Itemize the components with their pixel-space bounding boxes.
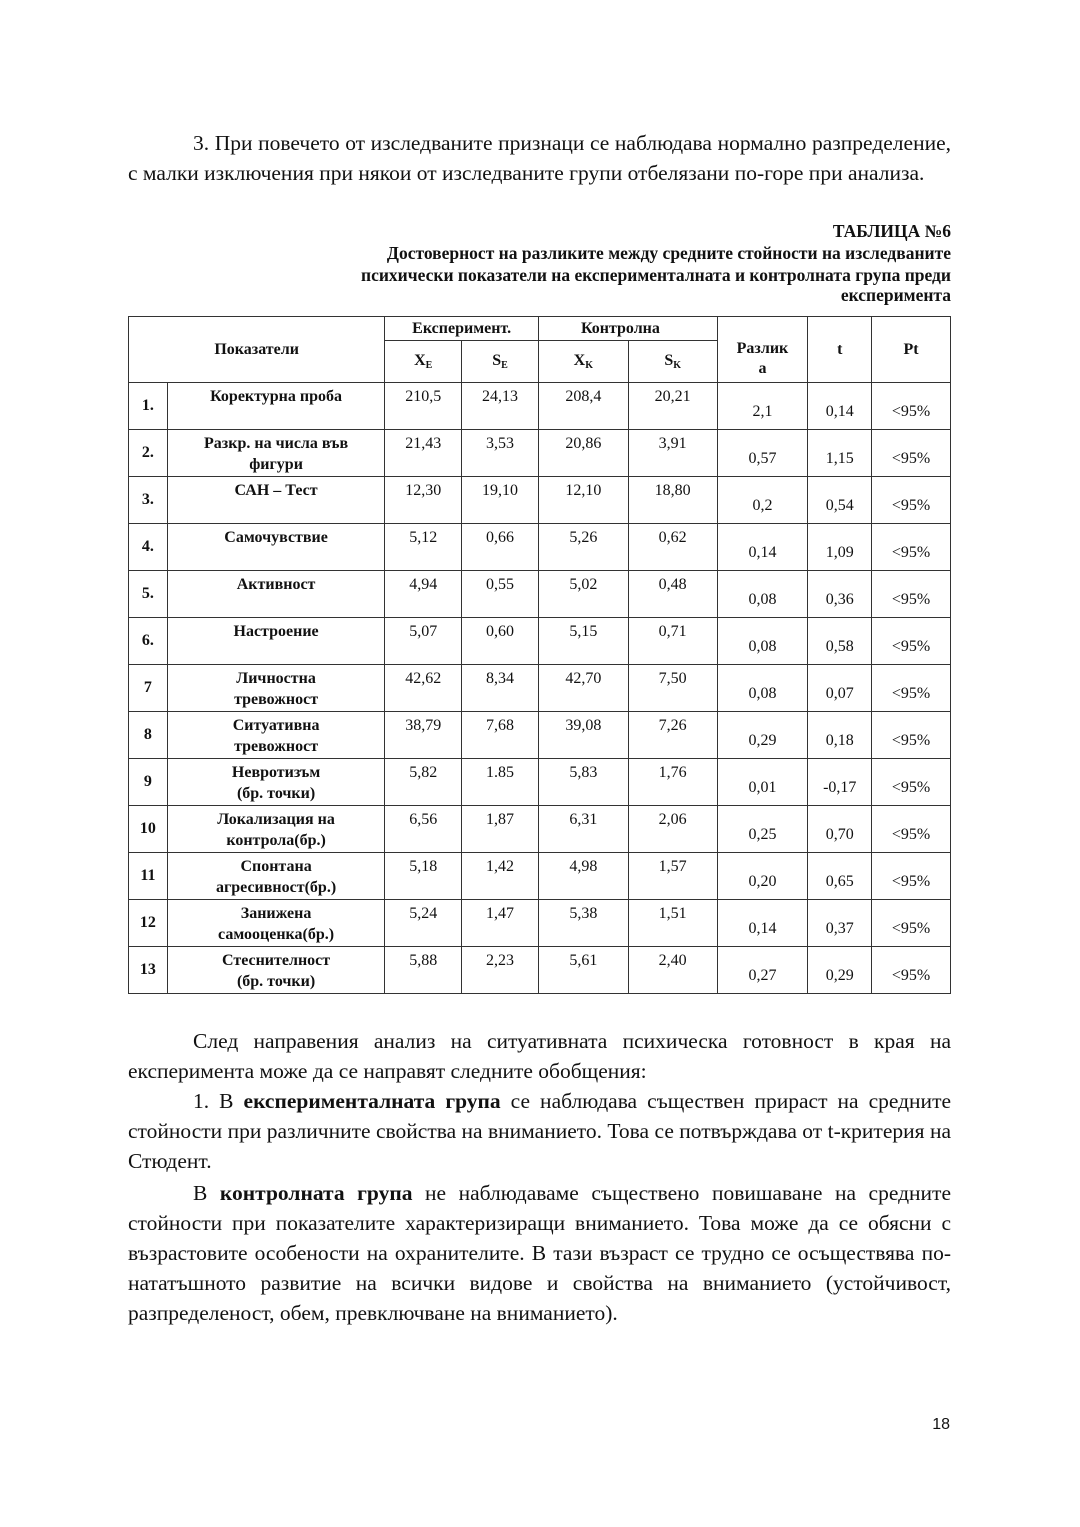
cell-sk: 0,62 [628, 524, 717, 571]
cell-se: 1,87 [462, 806, 539, 853]
cell-xk: 42,70 [538, 665, 628, 712]
table-row [129, 524, 951, 571]
header-experiment: Експеримент. [385, 317, 539, 341]
indicator-line2: контрола(бр.) [226, 832, 326, 849]
table-row [129, 712, 951, 759]
cell-se: 24,13 [462, 383, 539, 430]
cell-se: 1,47 [462, 900, 539, 947]
cell-difference: 0,01 [717, 759, 808, 806]
cell-pt: <95% [872, 853, 951, 900]
cell-sk: 2,06 [628, 806, 717, 853]
cell-se: 3,53 [462, 430, 539, 477]
table-caption [128, 220, 951, 304]
cell-xe: 210,5 [385, 383, 462, 430]
cell-t: 0,07 [808, 665, 872, 712]
row-number: 13 [129, 947, 168, 994]
indicator-line1: Личностна [236, 670, 316, 687]
cell-se: 7,68 [462, 712, 539, 759]
page-number: 18 [932, 1416, 950, 1433]
cell-pt: <95% [872, 571, 951, 618]
table-row [129, 806, 951, 853]
cell-xk: 5,26 [538, 524, 628, 571]
cell-sk: 18,80 [628, 477, 717, 524]
row-number: 10 [129, 806, 168, 853]
table-row [129, 618, 951, 665]
cell-xk: 5,02 [538, 571, 628, 618]
row-indicator [167, 524, 384, 571]
cell-sk: 2,40 [628, 947, 717, 994]
cell-t: 0,65 [808, 853, 872, 900]
after-paragraph-1: След направения анализ на ситуативната психическа готовност в края на експеримента може да се направят следните обобщения: [128, 1029, 951, 1083]
cell-xe: 5,88 [385, 947, 462, 994]
table-body [129, 383, 951, 994]
indicator-line1: Невротизъм [231, 764, 321, 781]
cell-t: 0,58 [808, 618, 872, 665]
table-row [129, 759, 951, 806]
table-title-line3: експеримента [840, 285, 951, 305]
cell-pt: <95% [872, 712, 951, 759]
indicator-line2: тревожност [234, 738, 319, 755]
cell-xk: 208,4 [538, 383, 628, 430]
table-row [129, 853, 951, 900]
cell-xe: 38,79 [385, 712, 462, 759]
results-table [128, 316, 951, 994]
table-row [129, 383, 951, 430]
row-indicator [167, 430, 384, 477]
header-sk: $S_K$ [628, 341, 717, 383]
cell-t: 1,09 [808, 524, 872, 571]
cell-se: 19,10 [462, 477, 539, 524]
row-indicator [167, 477, 384, 524]
cell-pt: <95% [872, 524, 951, 571]
cell-xe: 5,82 [385, 759, 462, 806]
header-difference: Разлик а [717, 317, 808, 383]
cell-pt: <95% [872, 618, 951, 665]
header-se: $S_E$ [462, 341, 539, 383]
cell-xk: 5,15 [538, 618, 628, 665]
row-indicator [167, 383, 384, 430]
cell-xe: 21,43 [385, 430, 462, 477]
cell-xe: 5,18 [385, 853, 462, 900]
cell-t: 0,36 [808, 571, 872, 618]
cell-t: -0,17 [808, 759, 872, 806]
table-title-line2: психически показатели на експерименталната и контролната група преди [360, 265, 951, 285]
indicator-line1: Активност [236, 576, 316, 593]
cell-se: 0,55 [462, 571, 539, 618]
indicator-line1: Стеснителност [221, 952, 331, 969]
cell-se: 1,42 [462, 853, 539, 900]
cell-pt: <95% [872, 430, 951, 477]
row-indicator [167, 571, 384, 618]
indicator-line2: фигури [249, 456, 303, 473]
indicator-line1: Разкр. на числа във [204, 435, 349, 452]
cell-xe: 5,12 [385, 524, 462, 571]
after-paragraph-3: В контролната група не наблюдаваме съществено повишаване на средните стойности при показателите характеризиращи вниманието. Това може да се обясни с възрастовите особености на охранителите. В тази възраст се трудно се осъществява по-нататъшното развитие на всички видове и свойства на вниманието (устойчивост, разпределеност, обем, превключване на вниманието). [128, 1181, 951, 1325]
cell-t: 0,70 [808, 806, 872, 853]
indicator-line1: Спонтана [240, 858, 312, 875]
cell-se: 8,34 [462, 665, 539, 712]
indicator-line1: Коректурна проба [210, 388, 343, 405]
table-number: ТАБЛИЦА №6 [832, 221, 951, 241]
cell-pt: <95% [872, 947, 951, 994]
row-indicator [167, 806, 384, 853]
cell-pt: <95% [872, 900, 951, 947]
cell-xe: 12,30 [385, 477, 462, 524]
cell-xk: 39,08 [538, 712, 628, 759]
cell-difference: 0,25 [717, 806, 808, 853]
indicator-line2: (бр. точки) [236, 973, 316, 990]
cell-t: 0,29 [808, 947, 872, 994]
cell-se: 1.85 [462, 759, 539, 806]
header-control: Контролна [538, 317, 717, 341]
cell-pt: <95% [872, 806, 951, 853]
cell-pt: <95% [872, 665, 951, 712]
cell-xk: 6,31 [538, 806, 628, 853]
cell-se: 0,60 [462, 618, 539, 665]
cell-difference: 0,57 [717, 430, 808, 477]
cell-difference: 0,29 [717, 712, 808, 759]
indicator-line2: (бр. точки) [236, 785, 316, 802]
header-xe: $X_E$ [385, 341, 462, 383]
cell-t: 0,37 [808, 900, 872, 947]
row-indicator [167, 759, 384, 806]
indicator-line1: Настроение [233, 623, 319, 640]
row-number: 4. [129, 524, 168, 571]
row-indicator [167, 900, 384, 947]
indicator-line1: Занижена [240, 905, 312, 922]
after-section [128, 1026, 951, 1328]
cell-sk: 0,71 [628, 618, 717, 665]
header-xk: $X_K$ [538, 341, 628, 383]
cell-se: 0,66 [462, 524, 539, 571]
cell-pt: <95% [872, 383, 951, 430]
row-number: 1. [129, 383, 168, 430]
cell-t: 0,18 [808, 712, 872, 759]
cell-t: 0,14 [808, 383, 872, 430]
cell-xk: 4,98 [538, 853, 628, 900]
cell-xk: 5,83 [538, 759, 628, 806]
cell-sk: 3,91 [628, 430, 717, 477]
row-indicator [167, 665, 384, 712]
row-indicator [167, 853, 384, 900]
row-indicator [167, 712, 384, 759]
table-row [129, 900, 951, 947]
header-pt: Pt [872, 317, 951, 383]
cell-difference: 0,14 [717, 900, 808, 947]
row-indicator [167, 947, 384, 994]
cell-xk: 5,61 [538, 947, 628, 994]
cell-sk: 7,50 [628, 665, 717, 712]
indicator-line2: тревожност [234, 691, 319, 708]
row-number: 6. [129, 618, 168, 665]
cell-sk: 0,48 [628, 571, 717, 618]
cell-pt: <95% [872, 477, 951, 524]
table-title-line1: Достоверност на разликите между средните стойности на изследваните [386, 243, 951, 263]
cell-difference: 2,1 [717, 383, 808, 430]
table-row [129, 571, 951, 618]
cell-xk: 5,38 [538, 900, 628, 947]
cell-difference: 0,27 [717, 947, 808, 994]
cell-sk: 1,76 [628, 759, 717, 806]
cell-sk: 1,51 [628, 900, 717, 947]
cell-difference: 0,2 [717, 477, 808, 524]
row-number: 11 [129, 853, 168, 900]
after-paragraph-2: 1. В експерименталната група се наблюдава съществен прираст на средните стойности при различните свойства на вниманието. Това се потвърждава от t-критерия на Стюдент. [128, 1089, 952, 1173]
cell-difference: 0,20 [717, 853, 808, 900]
cell-difference: 0,14 [717, 524, 808, 571]
cell-sk: 1,57 [628, 853, 717, 900]
indicator-line1: САН – Тест [234, 482, 318, 499]
row-number: 3. [129, 477, 168, 524]
row-indicator [167, 618, 384, 665]
cell-xe: 42,62 [385, 665, 462, 712]
indicator-line1: Ситуативна [232, 717, 320, 734]
cell-xk: 12,10 [538, 477, 628, 524]
indicator-line1: Локализация на [217, 811, 335, 828]
cell-difference: 0,08 [717, 618, 808, 665]
table-row [129, 430, 951, 477]
row-number: 5. [129, 571, 168, 618]
cell-sk: 7,26 [628, 712, 717, 759]
cell-xk: 20,86 [538, 430, 628, 477]
table-row [129, 665, 951, 712]
header-indicators: Показатели [129, 317, 385, 383]
intro-section [128, 128, 951, 188]
cell-difference: 0,08 [717, 571, 808, 618]
results-table-wrapper [128, 316, 951, 994]
cell-xe: 5,24 [385, 900, 462, 947]
cell-sk: 20,21 [628, 383, 717, 430]
cell-xe: 4,94 [385, 571, 462, 618]
cell-pt: <95% [872, 759, 951, 806]
cell-t: 1,15 [808, 430, 872, 477]
cell-t: 0,54 [808, 477, 872, 524]
row-number: 2. [129, 430, 168, 477]
row-number: 9 [129, 759, 168, 806]
indicator-line2: агресивност(бр.) [215, 879, 337, 896]
indicator-line2: самооценка(бр.) [218, 926, 335, 943]
cell-xe: 5,07 [385, 618, 462, 665]
row-number: 8 [129, 712, 168, 759]
row-number: 7 [129, 665, 168, 712]
header-t: t [808, 317, 872, 383]
indicator-line1: Самочувствие [224, 529, 328, 546]
table-row [129, 477, 951, 524]
cell-difference: 0,08 [717, 665, 808, 712]
cell-se: 2,23 [462, 947, 539, 994]
table-row [129, 947, 951, 994]
cell-xe: 6,56 [385, 806, 462, 853]
row-number: 12 [129, 900, 168, 947]
intro-paragraph: 3. При повечето от изследваните признаци се наблюдава нормално разпределение, с малки изключения при някои от изследваните групи отбелязани по-горе при анализа. [128, 131, 951, 185]
